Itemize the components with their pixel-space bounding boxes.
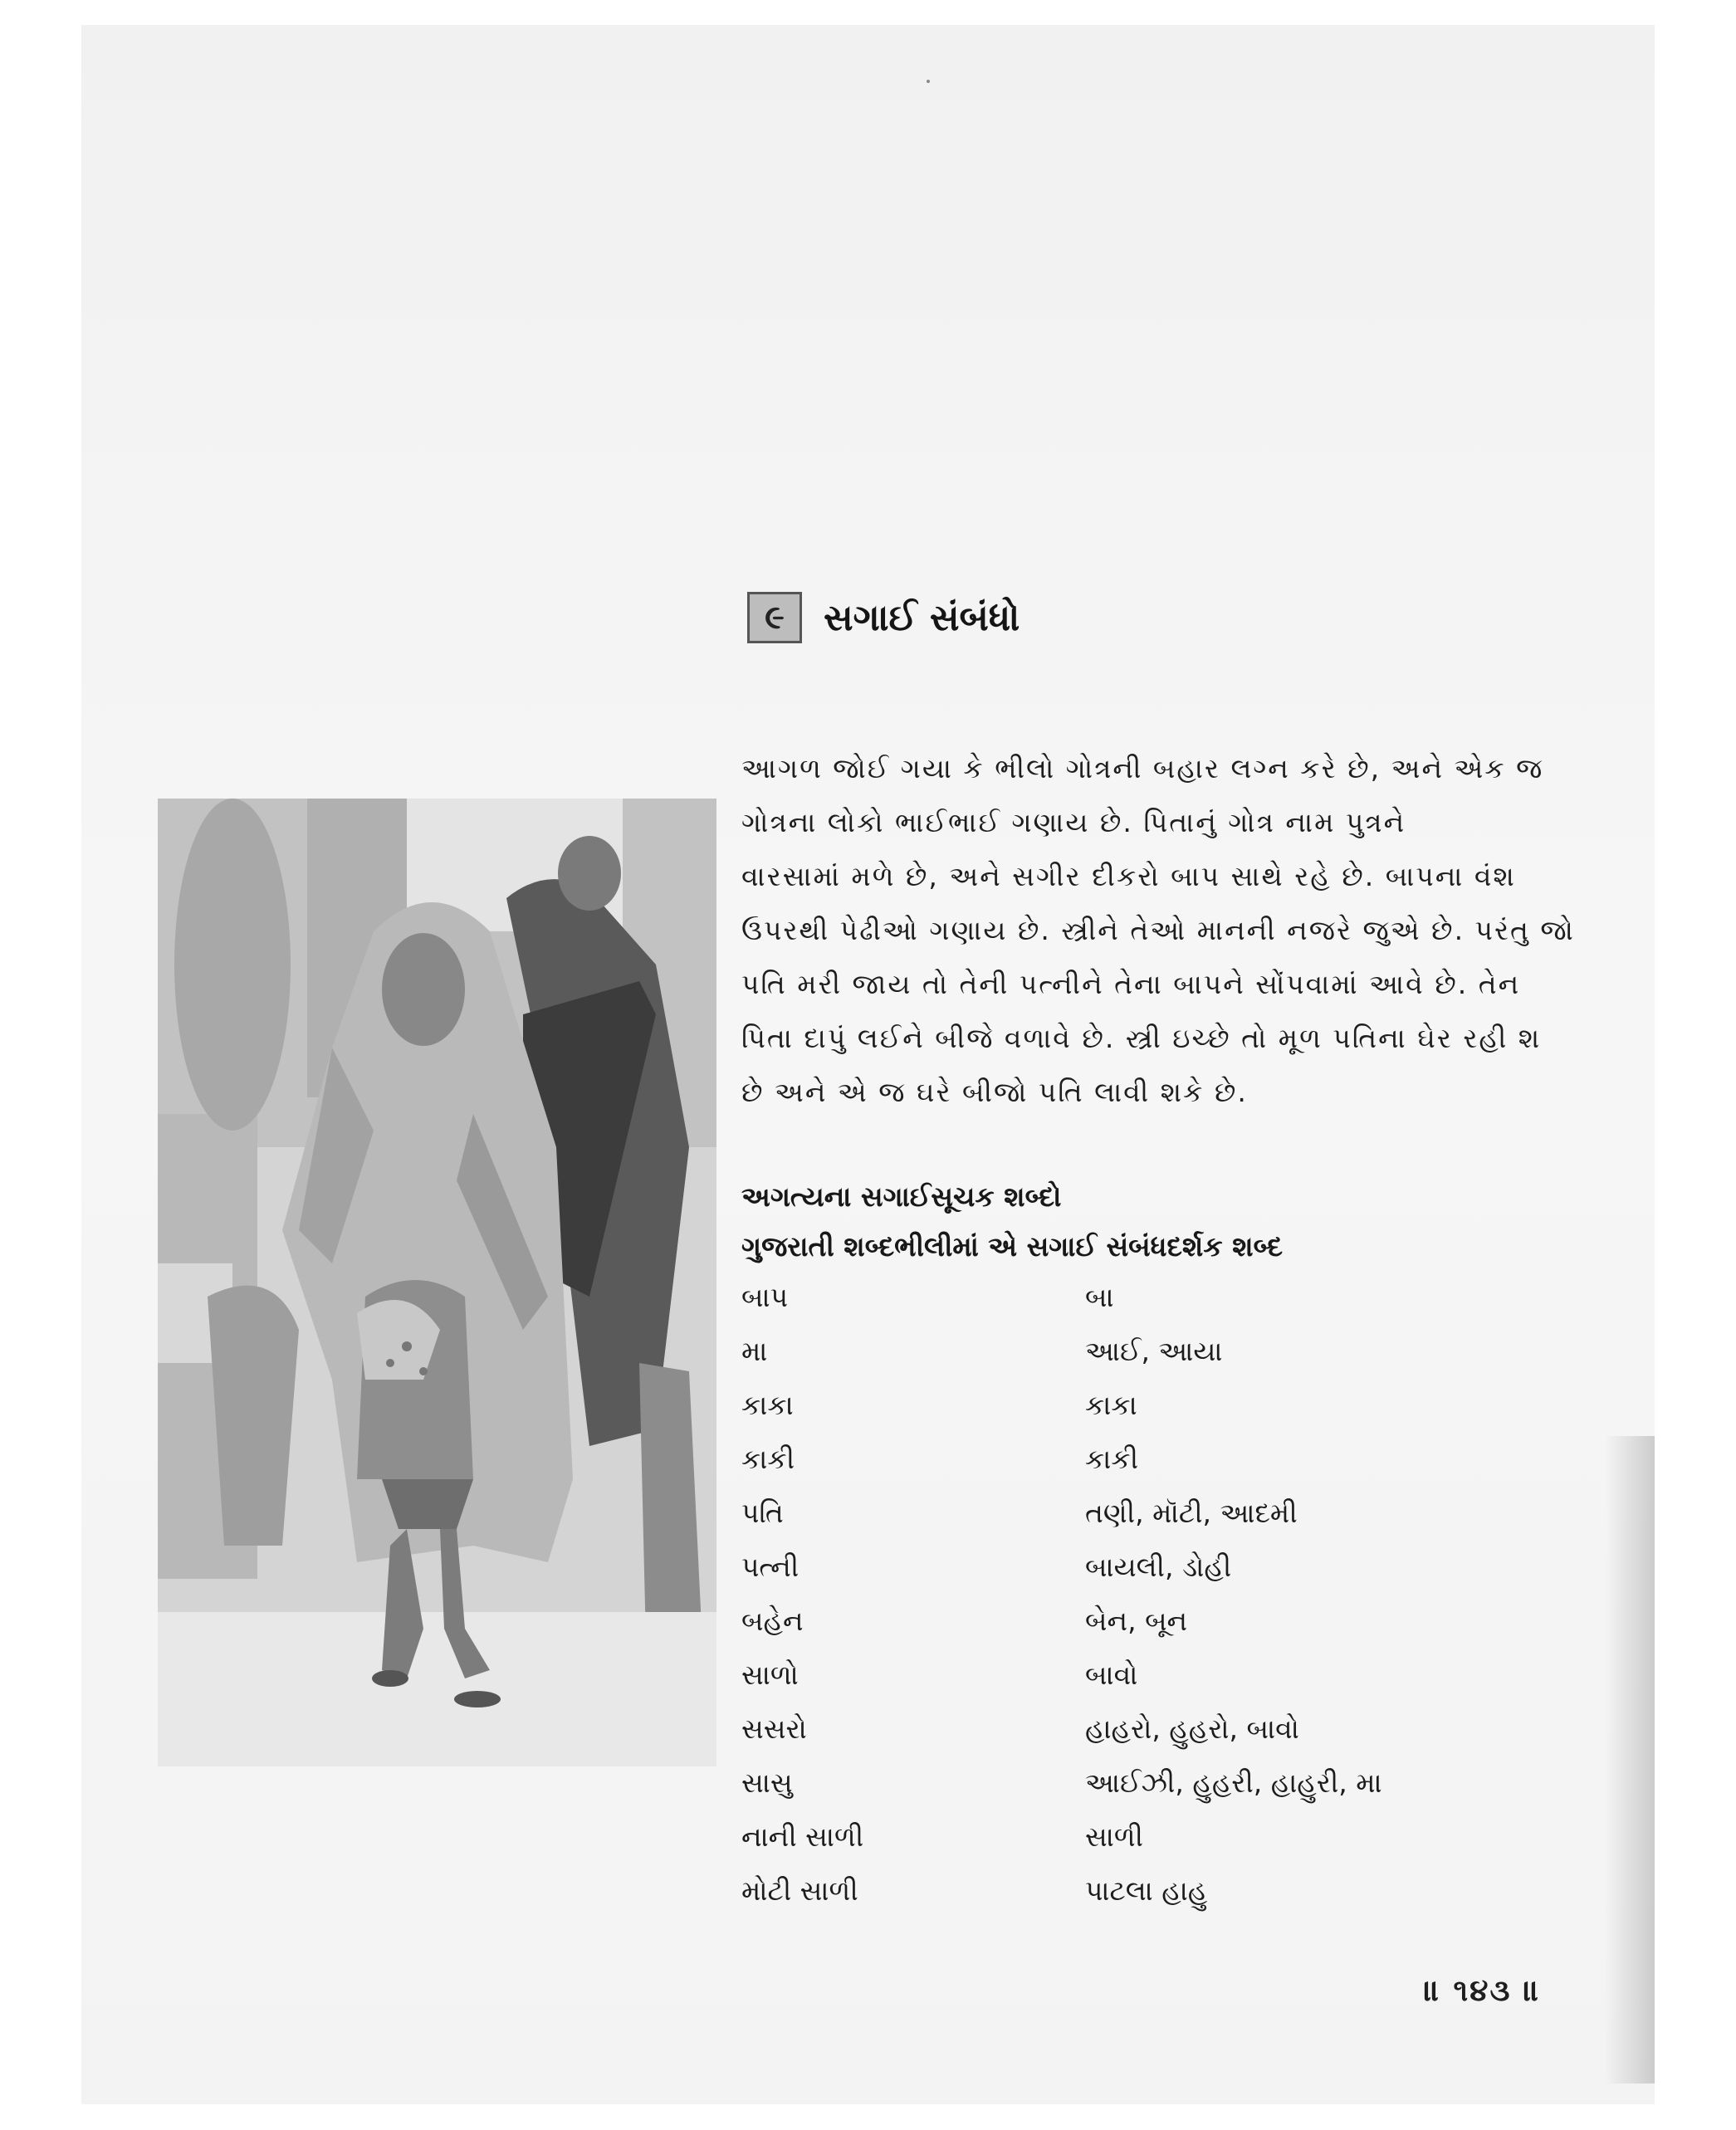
vocab-gujarati: નાની સાળી: [741, 1820, 864, 1853]
dust-speck: [927, 80, 930, 83]
vocab-bhili: બા: [1085, 1280, 1114, 1313]
paragraph-line: વારસામાં મળે છે, અને સગીર દીકરો બાપ સાથે રહે છે. બાપના વંશ: [741, 860, 1516, 892]
vocab-gujarati: કાકા: [741, 1388, 794, 1421]
vocab-row: [741, 1540, 1489, 1594]
vocab-bhili: બેન, બૂન: [1085, 1604, 1188, 1637]
chapter-number: ૯: [765, 598, 785, 637]
vocab-bhili: બાવો: [1085, 1658, 1138, 1691]
vocab-row: [741, 1594, 1489, 1648]
chapter-number-box: [747, 592, 802, 643]
vocab-bhili: કાકા: [1085, 1388, 1137, 1421]
paragraph-line: ઉપરથી પેઢીઓ ગણાય છે. સ્ત્રીને તેઓ માનની નજરે જુએ છે. પરંતુ જો: [741, 914, 1575, 946]
vocab-row: [741, 1810, 1489, 1864]
paragraph-line: પતિ મરી જાય તો તેની પત્નીને તેના બાપને સોંપવામાં આવે છે. તેન: [741, 968, 1521, 1000]
chapter-heading: [747, 592, 1020, 643]
vocab-table: [741, 1270, 1489, 1917]
vocab-row: [741, 1270, 1489, 1324]
vocab-gujarati: મોટી સાળી: [741, 1874, 858, 1907]
vocab-bhili: કાકી: [1085, 1442, 1139, 1475]
vocab-row: [741, 1864, 1489, 1917]
vocab-heading-line2: ગુજરાતી શબ્દભીલીમાં એ સગાઈ સંબંધદર્શક શબ્દ: [741, 1230, 1284, 1263]
vocab-row: [741, 1432, 1489, 1486]
vocab-row: [741, 1378, 1489, 1432]
vocab-gujarati: બહેન: [741, 1604, 804, 1637]
vocab-gujarati: પતિ: [741, 1496, 784, 1529]
vocab-bhili: હાહરો, હુહરો, બાવો: [1085, 1712, 1299, 1745]
paragraph-line: ગોત્રના લોકો ભાઈભાઈ ગણાય છે. પિતાનું ગોત્ર નામ પુત્રને: [741, 806, 1406, 838]
page-number: ॥ ૧૪૩ ॥: [1424, 1974, 1542, 2008]
photo-illustration: [158, 799, 716, 1766]
vocab-bhili: તણી, મૉટી, આદમી: [1085, 1496, 1298, 1529]
vocab-gujarati: મા: [741, 1334, 768, 1367]
vocab-gujarati: સાળો: [741, 1658, 799, 1691]
vocab-row: [741, 1648, 1489, 1702]
paragraph-line: પિતા દાપું લઈને બીજે વળાવે છે. સ્ત્રી ઇચ્છે તો મૂળ પતિના ઘેર રહી શ: [741, 1022, 1542, 1054]
paragraph-line: છે અને એ જ ઘરે બીજો પતિ લાવી શકે છે.: [741, 1076, 1248, 1108]
vocab-row: [741, 1324, 1489, 1378]
vocab-bhili: આઈ, આયા: [1085, 1334, 1223, 1367]
vocab-gujarati: કાકી: [741, 1442, 795, 1475]
vocab-row: [741, 1756, 1489, 1810]
paragraph: [741, 741, 1575, 1119]
vocab-gujarati: સાસુ: [741, 1766, 793, 1799]
vocab-bhili: બાયલી, ડોહી: [1085, 1550, 1232, 1583]
vocab-bhili: પાટલા હાહુ: [1085, 1874, 1208, 1907]
vocab-heading: [741, 1172, 1572, 1272]
vocab-bhili: આઈઝી, હુહરી, હાહુરી, મા: [1085, 1766, 1382, 1799]
vocab-gujarati: પત્ની: [741, 1550, 800, 1583]
vocab-gujarati: સસરો: [741, 1712, 807, 1745]
vocab-row: [741, 1486, 1489, 1540]
chapter-title: સગાઈ સંબંધો: [824, 596, 1020, 639]
vocab-heading-line1: અગત્યના સગાઈસૂચક શબ્દો: [741, 1180, 1062, 1213]
vocab-bhili: સાળી: [1085, 1820, 1143, 1853]
vocab-row: [741, 1702, 1489, 1756]
page-edge-shadow: [1605, 1436, 1655, 2084]
vocab-gujarati: બાપ: [741, 1280, 789, 1313]
photo-woman-walking: [158, 799, 716, 1766]
paragraph-line: આગળ જોઈ ગયા કે ભીલો ગોત્રની બહાર લગ્ન કરે છે, અને એક જ: [741, 752, 1544, 784]
